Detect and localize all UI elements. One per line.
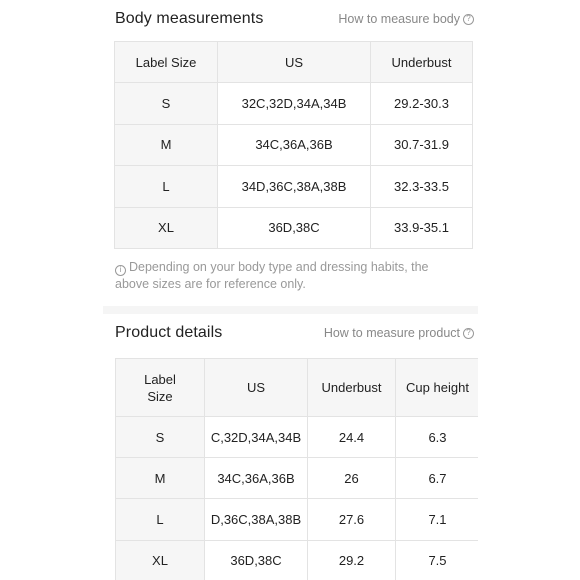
cup-height-cell: 6.3: [396, 417, 479, 458]
us-cell: D,36C,38A,38B: [205, 499, 308, 540]
reference-note-text: Depending on your body type and dressing habits, the above sizes are for reference only.: [115, 260, 429, 291]
underbust-cell: 26: [308, 458, 396, 499]
table-row: [115, 124, 473, 165]
size-cell: S: [115, 83, 218, 124]
how-to-measure-body-label: How to measure body: [338, 12, 460, 26]
cup-height-cell: 6.7: [396, 458, 479, 499]
header-us: US: [218, 42, 371, 83]
header-label-size-text: Label Size: [144, 371, 176, 404]
table-row: [115, 207, 473, 248]
cup-height-cell: 7.5: [396, 540, 479, 580]
how-to-measure-product-link[interactable]: [324, 326, 474, 340]
size-cell: XL: [115, 207, 218, 248]
underbust-cell: 24.4: [308, 417, 396, 458]
size-cell: S: [116, 417, 205, 458]
us-cell: C,32D,34A,34B: [205, 417, 308, 458]
table-row: [116, 499, 479, 540]
header-underbust: Underbust: [308, 359, 396, 417]
body-measurements-panel: [103, 0, 478, 306]
underbust-cell: 27.6: [308, 499, 396, 540]
help-circle-icon: ?: [463, 328, 474, 339]
section-divider: [103, 306, 478, 314]
body-measurements-table: [114, 41, 473, 249]
us-cell: 32C,32D,34A,34B: [218, 83, 371, 124]
info-circle-icon: i: [115, 265, 126, 276]
body-measurements-header: [103, 0, 478, 40]
us-cell: 36D,38C: [205, 540, 308, 580]
size-cell: L: [115, 166, 218, 207]
reference-note: [115, 259, 460, 292]
us-cell: 34C,36A,36B: [218, 124, 371, 165]
cup-height-cell: 7.1: [396, 499, 479, 540]
product-details-table-scroll[interactable]: [115, 358, 478, 580]
header-cup-height: Cup height: [396, 359, 479, 417]
size-cell: XL: [116, 540, 205, 580]
us-cell: 34D,36C,38A,38B: [218, 166, 371, 207]
table-header-row: [115, 42, 473, 83]
table-header-row: [116, 359, 479, 417]
underbust-cell: 30.7-31.9: [371, 124, 473, 165]
product-details-title: Product details: [115, 324, 223, 341]
table-row: [116, 417, 479, 458]
table-row: [116, 540, 479, 580]
how-to-measure-body-link[interactable]: [338, 12, 474, 26]
size-cell: L: [116, 499, 205, 540]
header-underbust: Underbust: [371, 42, 473, 83]
product-details-table: [115, 358, 478, 580]
table-row: [115, 83, 473, 124]
product-details-header: [103, 314, 478, 354]
header-label-size: Label Size: [115, 42, 218, 83]
size-cell: M: [116, 458, 205, 499]
help-circle-icon: ?: [463, 14, 474, 25]
table-row: [116, 458, 479, 499]
underbust-cell: 29.2-30.3: [371, 83, 473, 124]
underbust-cell: 33.9-35.1: [371, 207, 473, 248]
body-measurements-title: Body measurements: [115, 10, 264, 27]
underbust-cell: 32.3-33.5: [371, 166, 473, 207]
header-label-size: [116, 359, 205, 417]
us-cell: 36D,38C: [218, 207, 371, 248]
size-cell: M: [115, 124, 218, 165]
table-row: [115, 166, 473, 207]
product-details-panel: [103, 314, 478, 580]
underbust-cell: 29.2: [308, 540, 396, 580]
header-us: US: [205, 359, 308, 417]
us-cell: 34C,36A,36B: [205, 458, 308, 499]
how-to-measure-product-label: How to measure product: [323, 326, 460, 340]
